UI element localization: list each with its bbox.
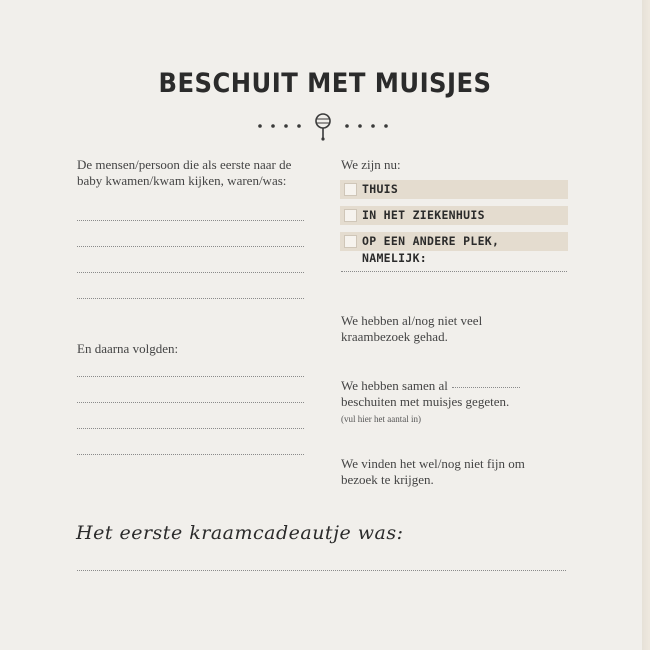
first-visitors-line-2[interactable] <box>77 246 304 247</box>
page-edge <box>642 0 650 650</box>
first-visitors-line-1[interactable] <box>77 220 304 221</box>
ornament-dots-left <box>258 124 301 128</box>
rusks-statement-part2: beschuiten met muisjes gegeten. <box>341 394 510 409</box>
visits-statement: We hebben al/nog niet veel kraambezoek gehad. <box>341 313 483 344</box>
rattle-icon <box>316 114 330 141</box>
page-title: BESCHUIT MET MUISJES <box>158 68 492 99</box>
checkbox[interactable] <box>344 235 357 248</box>
rusks-statement <box>341 378 551 426</box>
option-other-place[interactable] <box>340 232 568 265</box>
first-visitors-question: De mensen/persoon die als eerste naar de baby kwamen/kwam kijken, waren/was: <box>77 157 292 188</box>
ornament-dots-right <box>345 124 388 128</box>
first-gift-line[interactable] <box>77 570 566 571</box>
next-visitors-line-2[interactable] <box>77 402 304 403</box>
option-label: OP EEN ANDERE PLEK, NAMELIJK: <box>362 234 500 265</box>
option-hospital[interactable] <box>340 206 568 225</box>
option-label: IN HET ZIEKENHUIS <box>362 208 485 222</box>
next-visitors-line-3[interactable] <box>77 428 304 429</box>
next-visitors-question: En daarna volgden: <box>77 341 179 356</box>
next-visitors-line-1[interactable] <box>77 376 304 377</box>
option-label: THUIS <box>362 182 399 196</box>
first-visitors-line-4[interactable] <box>77 298 304 299</box>
option-home[interactable] <box>340 180 568 199</box>
checkbox[interactable] <box>344 183 357 196</box>
first-gift-heading: Het eerste kraamcadeautje was: <box>76 522 404 544</box>
visits-preference-statement: We vinden het wel/nog niet fijn om bezoek te krijgen. <box>341 456 525 487</box>
we-are-now-label: We zijn nu: <box>341 157 401 172</box>
checkbox[interactable] <box>344 209 357 222</box>
rusks-count-line[interactable] <box>452 387 520 388</box>
rusks-statement-part1: We hebben samen al <box>341 378 448 393</box>
rusks-count-note: (vul hier het aantal in) <box>341 414 421 424</box>
next-visitors-line-4[interactable] <box>77 454 304 455</box>
first-visitors-line-3[interactable] <box>77 272 304 273</box>
other-place-line[interactable] <box>341 271 567 272</box>
rattle-ornament <box>0 108 650 144</box>
